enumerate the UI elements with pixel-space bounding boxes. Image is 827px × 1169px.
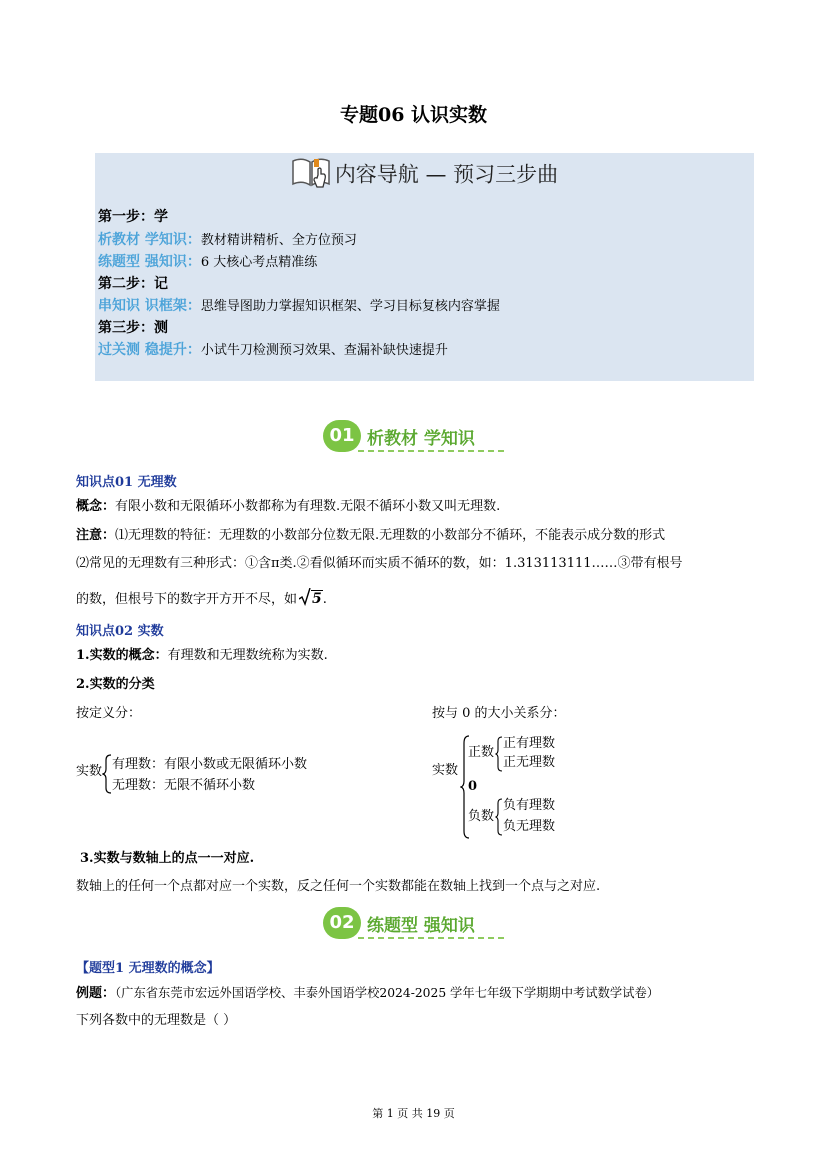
left-caption: 按定义分：: [76, 706, 142, 721]
kp1-concept-label: 概念：: [76, 499, 116, 514]
kp1-note3-post: .: [322, 592, 327, 607]
page-footer: 第 1 页 共 19 页: [372, 1107, 455, 1120]
left-brace: [102, 754, 112, 794]
kp2-item3-desc: 数轴上的任何一个点都对应一个实数，反之任何一个实数都能在数轴上找到一个点与之对应.: [76, 879, 601, 894]
book-icon: [291, 155, 331, 196]
kp1-title: 知识点01 无理数: [76, 475, 177, 490]
kp1-note-line3: [76, 588, 327, 608]
kp2-item1-label: 1.实数的概念：: [76, 648, 168, 663]
nav-header-text: 内容导航 — 预习三步曲: [334, 162, 559, 187]
step1-item-a-label: 析教材 学知识：: [98, 232, 201, 248]
section-number-2: 02: [323, 907, 361, 939]
nav-header: [95, 155, 754, 196]
right-zero: 0: [468, 779, 478, 794]
right-brace-negative: [495, 798, 503, 836]
type1-question: 下列各数中的无理数是（ ）: [76, 1013, 237, 1028]
kp1-note-line2: ⑵常见的无理数有三种形式：①含π类.②看似循环而实质不循环的数，如：1.313113111……③带有根号: [76, 556, 683, 571]
right-positive-irrational: 正无理数: [503, 755, 556, 770]
right-brace-positive: [495, 736, 503, 772]
kp1-note3-pre: 的数，但根号下的数字开方开不尽，如: [76, 592, 298, 607]
section-badge-1: [323, 420, 475, 452]
content-navigation-box: [95, 153, 754, 381]
sqrt-radicand: 5: [312, 591, 322, 607]
kp2-item1: [76, 648, 328, 664]
kp2-item2: 2.实数的分类: [76, 677, 155, 692]
right-positive-rational: 正有理数: [503, 736, 556, 751]
sqrt-symbol: [299, 588, 323, 608]
section-title-2: 练题型 强知识: [367, 915, 475, 936]
step1-item-a-desc: 教材精讲精析、全方位预习: [200, 233, 357, 248]
right-root: 实数: [432, 763, 459, 778]
kp2-item1-text: 有理数和无理数统称为实数.: [167, 648, 328, 663]
kp1-note-line1: [76, 528, 665, 544]
type1-title: 【题型1 无理数的概念】: [76, 961, 220, 976]
kp1-note1-text: ⑴无理数的特征：无理数的小数部分位数无限.无理数的小数部分不循环，不能表示成分数的形式: [115, 528, 666, 543]
step3-heading: 第三步：测: [98, 320, 168, 336]
left-branch-rational: 有理数：有限小数或无限循环小数: [112, 757, 308, 772]
step1-heading: 第一步：学: [98, 209, 168, 225]
kp1-concept: [76, 499, 500, 515]
step1-item-a: [98, 229, 357, 249]
step2-item-a-label: 串知识 识框架：: [98, 298, 201, 314]
step1-item-b-desc: 6 大核心考点精准练: [200, 255, 318, 270]
example-source: （广东省东莞市宏远外国语学校、丰泰外国语学校2024-2025 学年七年级下学期期中考试数学试卷）: [115, 986, 660, 1000]
left-branch-irrational: 无理数：无限不循环小数: [112, 778, 256, 793]
right-caption: 按与 0 的大小关系分：: [432, 706, 566, 721]
kp2-title: 知识点02 实数: [76, 624, 164, 639]
section-underline-2: [358, 937, 504, 939]
step3-item-a: [98, 339, 448, 359]
kp2-item3: 3.实数与数轴上的点一一对应.: [80, 851, 255, 866]
step1-item-b-label: 练题型 强知识：: [98, 254, 201, 270]
right-negative-irrational: 负无理数: [503, 819, 556, 834]
left-root: 实数: [76, 764, 103, 779]
section-title-1: 析教材 学知识: [367, 428, 475, 449]
step2-item-a: [98, 295, 500, 315]
page-title: 专题06 认识实数: [339, 104, 488, 126]
kp1-concept-text: 有限小数和无限循环小数都称为有理数.无限不循环小数又叫无理数.: [115, 499, 501, 514]
example-label: 例题：: [76, 986, 116, 1001]
right-positive: 正数: [468, 745, 495, 760]
section-badge-2: [323, 907, 475, 939]
step2-heading: 第二步：记: [98, 276, 168, 292]
section-underline-1: [358, 450, 504, 452]
step1-item-b: [98, 251, 317, 271]
step2-item-a-desc: 思维导图助力掌握知识框架、学习目标复核内容掌握: [200, 299, 500, 314]
step3-item-a-desc: 小试牛刀检测预习效果、查漏补缺快速提升: [200, 343, 448, 358]
step3-item-a-label: 过关测 稳提升：: [98, 342, 201, 358]
section-number-1: 01: [323, 420, 361, 452]
right-negative: 负数: [468, 809, 495, 824]
right-negative-rational: 负有理数: [503, 798, 556, 813]
type1-example: [76, 985, 659, 1002]
kp1-note-label: 注意：: [76, 528, 116, 543]
